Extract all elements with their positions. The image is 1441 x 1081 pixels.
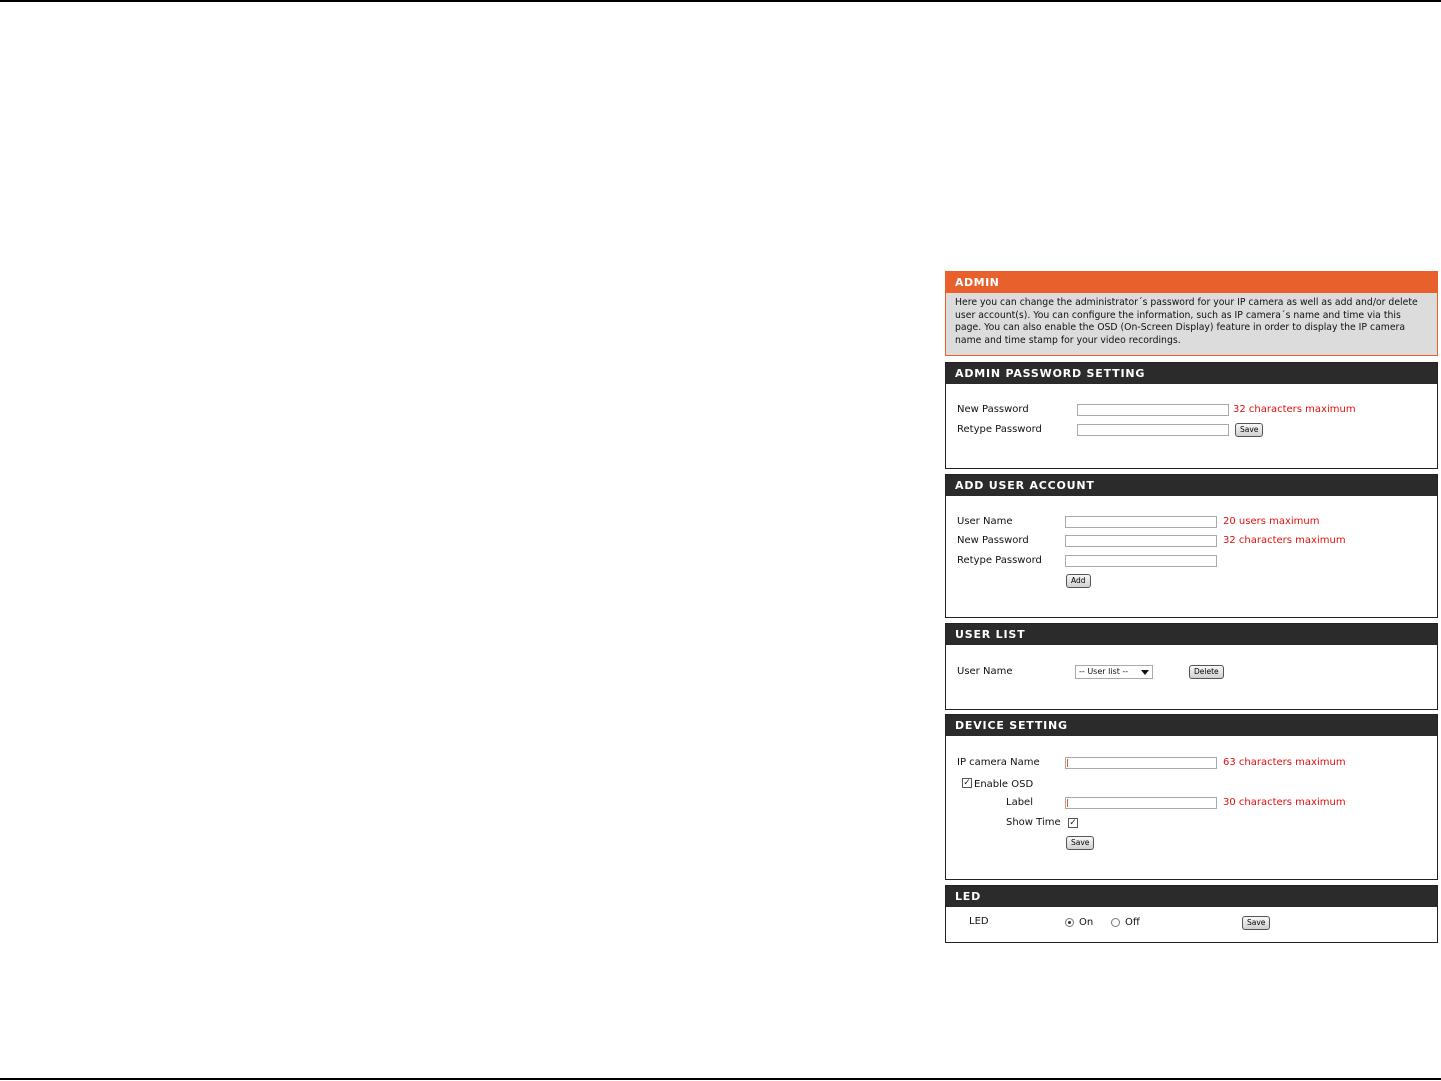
show-time-checkbox[interactable]: ✓ [1069, 818, 1077, 828]
user-list-panel [945, 623, 1438, 710]
camera-name-hint: 63 characters maximum [1223, 757, 1346, 768]
add-user-new-password-label: New Password [957, 535, 1029, 546]
osd-label-hint: 30 characters maximum [1223, 797, 1346, 808]
admin-panel [945, 271, 1438, 356]
admin-retype-password-label: Retype Password [957, 424, 1042, 435]
enable-osd-checkbox[interactable]: ✓ [963, 778, 971, 788]
device-setting-title: DEVICE SETTING [946, 715, 1437, 736]
add-user-button[interactable]: Add [1066, 574, 1091, 588]
chevron-down-icon [1141, 670, 1149, 675]
admin-title: ADMIN [946, 272, 1437, 293]
add-user-retype-password-label: Retype Password [957, 555, 1042, 566]
camera-name-label: IP camera Name [957, 757, 1040, 768]
admin-new-password-field[interactable] [1077, 404, 1229, 416]
led-label: LED [969, 916, 989, 927]
admin-password-title: ADMIN PASSWORD SETTING [946, 363, 1437, 384]
add-user-new-password-field[interactable] [1065, 535, 1217, 547]
user-list-title: USER LIST [946, 624, 1437, 645]
led-save-button[interactable]: Save [1242, 916, 1270, 930]
led-on-radio[interactable] [1065, 918, 1074, 927]
admin-password-save-button[interactable]: Save [1235, 423, 1263, 437]
admin-description: Here you can change the administrator´s password for your IP camera as well as add and/or delete user account(s). You can configure the information, such as IP camera´s name and time via this page. You can also enable the OSD (On-Screen Display) feature in order to display the IP camera name and time stamp for your video recordings. [955, 297, 1418, 346]
delete-user-button[interactable]: Delete [1189, 665, 1224, 679]
led-title: LED [946, 886, 1437, 907]
admin-new-password-label: New Password [957, 404, 1029, 415]
add-user-name-field[interactable] [1065, 516, 1217, 528]
add-user-panel [945, 474, 1438, 618]
led-off-label: Off [1125, 917, 1140, 928]
user-list-select[interactable] [1075, 665, 1153, 679]
add-user-name-hint: 20 users maximum [1223, 516, 1320, 527]
show-time-label: Show Time [1006, 817, 1061, 828]
admin-retype-password-field[interactable] [1077, 424, 1229, 436]
add-user-new-password-hint: 32 characters maximum [1223, 535, 1346, 546]
osd-label-field[interactable] [1065, 797, 1217, 809]
admin-new-password-hint: 32 characters maximum [1233, 404, 1356, 415]
led-on-label: On [1079, 917, 1094, 928]
led-panel [945, 885, 1438, 943]
user-list-name-label: User Name [957, 666, 1013, 677]
admin-password-panel [945, 362, 1438, 469]
device-save-button[interactable]: Save [1066, 836, 1094, 850]
device-setting-panel [945, 714, 1438, 880]
top-rule [0, 0, 1441, 2]
camera-name-field[interactable] [1065, 757, 1217, 769]
led-off-radio[interactable] [1111, 918, 1120, 927]
add-user-title: ADD USER ACCOUNT [946, 475, 1437, 496]
add-user-name-label: User Name [957, 516, 1013, 527]
bottom-rule [0, 1078, 1441, 1080]
enable-osd-label: Enable OSD [974, 779, 1034, 790]
user-list-select-value: -- User list -- [1079, 667, 1129, 676]
osd-label-label: Label [1006, 797, 1033, 808]
add-user-retype-password-field[interactable] [1065, 555, 1217, 567]
